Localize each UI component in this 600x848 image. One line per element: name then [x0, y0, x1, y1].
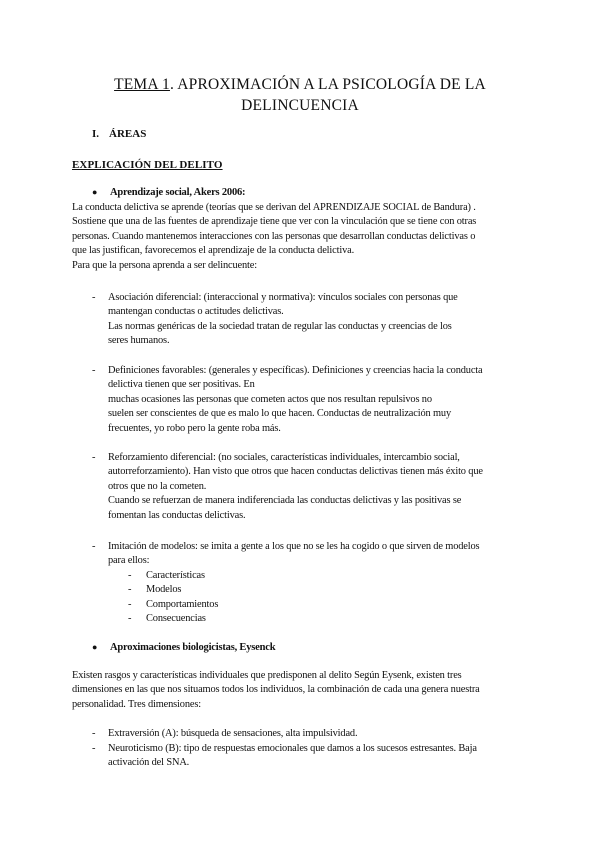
dash-bullet: - — [92, 541, 96, 552]
list-item — [92, 540, 528, 626]
dimension-line: Extraversión (A): búsqueda de sensaciones, alta impulsividad. — [108, 728, 358, 739]
list-item-line: suelen ser conscientes de que es malo lo que hacen. Conductas de neutralización muy — [108, 408, 452, 420]
intro-line: que las justifican, favorecemos el aprendizaje de la conducta delictiva. — [72, 245, 355, 257]
section-label: ÁREAS — [109, 128, 147, 140]
intro-paragraph — [72, 201, 528, 273]
list-item-line: muchas ocasiones las personas que cometen actos que nos resultan repulsivos no — [108, 393, 432, 405]
list-item — [92, 451, 528, 523]
sub-list-item: - Características — [128, 569, 528, 583]
dimension-item — [92, 727, 528, 741]
list-item-line: Las normas genéricas de la sociedad tratan de regular las conductas y creencias de los — [108, 320, 452, 332]
list-item — [92, 291, 528, 349]
title-tema: TEMA 1 — [114, 76, 170, 93]
title-rest: . APROXIMACIÓN A LA PSICOLOGÍA DE LA — [169, 76, 486, 93]
list-item-line: mantengan conductas o actitudes delictivas. — [108, 306, 284, 318]
dash-bullet: - — [92, 365, 96, 376]
dash-bullet: - — [92, 292, 96, 303]
bullet-icon: ● — [92, 187, 98, 197]
section-number: I. — [92, 128, 100, 140]
list-item-line: Reforzamiento diferencial: (no sociales, características individuales, intercambio social, — [108, 452, 460, 463]
intro-line: La conducta delictiva se aprende (teorías que se derivan del APRENDIZAJE SOCIAL de Bandura) . — [72, 202, 476, 213]
dash-bullet: - — [128, 598, 132, 610]
list-item-line: delictiva tienen que ser positivas. En — [108, 379, 255, 391]
list-item-line: seres humanos. — [108, 335, 170, 347]
eysenck-line: dimensiones en las que nos situamos todos los individuos, la combinación de cada una genera nuestra — [72, 684, 480, 696]
sub-list-item: - Modelos — [128, 583, 528, 597]
bullet-heading-aprendizaje — [92, 187, 245, 198]
list-item-line: Cuando se refuerzan de manera indiferenciada las conductas delictivas y las positivas se — [108, 495, 462, 507]
dimension-line: Neuroticismo (B): tipo de respuestas emocionales que damos a los sucesos estresantes. Baja — [108, 743, 477, 754]
intro-line: Sostiene que una de las fuentes de aprendizaje tiene que ver con la vinculación que se tiene con otras — [72, 216, 477, 228]
dash-bullet: - — [128, 569, 132, 581]
list-item-line: fomentan las conductas delictivas. — [108, 509, 246, 521]
dash-bullet: - — [128, 613, 132, 625]
dash-bullet: - — [92, 728, 96, 739]
dimension-line: activación del SNA. — [108, 757, 190, 769]
eysenck-line: personalidad. Tres dimensiones: — [72, 698, 201, 710]
eysenck-line: Existen rasgos y características individuales que predisponen al delito Según Eysenk, existen tres — [72, 670, 462, 681]
sub-list-item: - Comportamientos — [128, 598, 528, 612]
dash-bullet: - — [128, 584, 132, 596]
eysenck-paragraph — [72, 669, 528, 712]
title-line-1 — [80, 74, 520, 95]
sub-list-item: - Consecuencias — [128, 612, 528, 626]
bullet-heading-label: Aproximaciones biologicistas, Eysenck — [110, 642, 276, 653]
bullet-icon: ● — [92, 642, 98, 652]
subsection-heading: EXPLICACIÓN DEL DELITO — [72, 159, 223, 171]
intro-line: personas. Cuando mantenemos interacciones con las personas que desarrollan conductas delictivas o — [72, 230, 476, 242]
list-item-line: autorreforzamiento). Han visto que otros que hacen conductas delictivas tienen más éxito que — [108, 466, 483, 478]
list-item — [92, 364, 528, 436]
list-item-line: otros que no la cometen. — [108, 480, 207, 492]
intro-line: Para que la persona aprenda a ser delincuente: — [72, 259, 257, 271]
list-item-line: Imitación de modelos: se imita a gente a los que no se les ha cogido o que sirven de modelos — [108, 541, 480, 552]
list-item-line: Asociación diferencial: (interaccional y normativa): vínculos sociales con personas que — [108, 292, 458, 303]
document-title — [80, 74, 520, 116]
title-line-2: DELINCUENCIA — [241, 97, 359, 114]
dimension-item — [92, 742, 528, 771]
bullet-heading-eysenck — [92, 642, 275, 653]
list-item-line: para ellos: — [108, 555, 150, 567]
dash-bullet: - — [92, 452, 96, 463]
list-item-line: Definiciones favorables: (generales y específicas). Definiciones y creencias hacia la conducta — [108, 365, 483, 376]
list-item-line: frecuentes, yo robo pero la gente roba más. — [108, 422, 281, 434]
bullet-heading-label: Aprendizaje social, Akers 2006: — [110, 187, 246, 198]
dash-bullet: - — [92, 743, 96, 754]
section-heading — [92, 128, 146, 140]
